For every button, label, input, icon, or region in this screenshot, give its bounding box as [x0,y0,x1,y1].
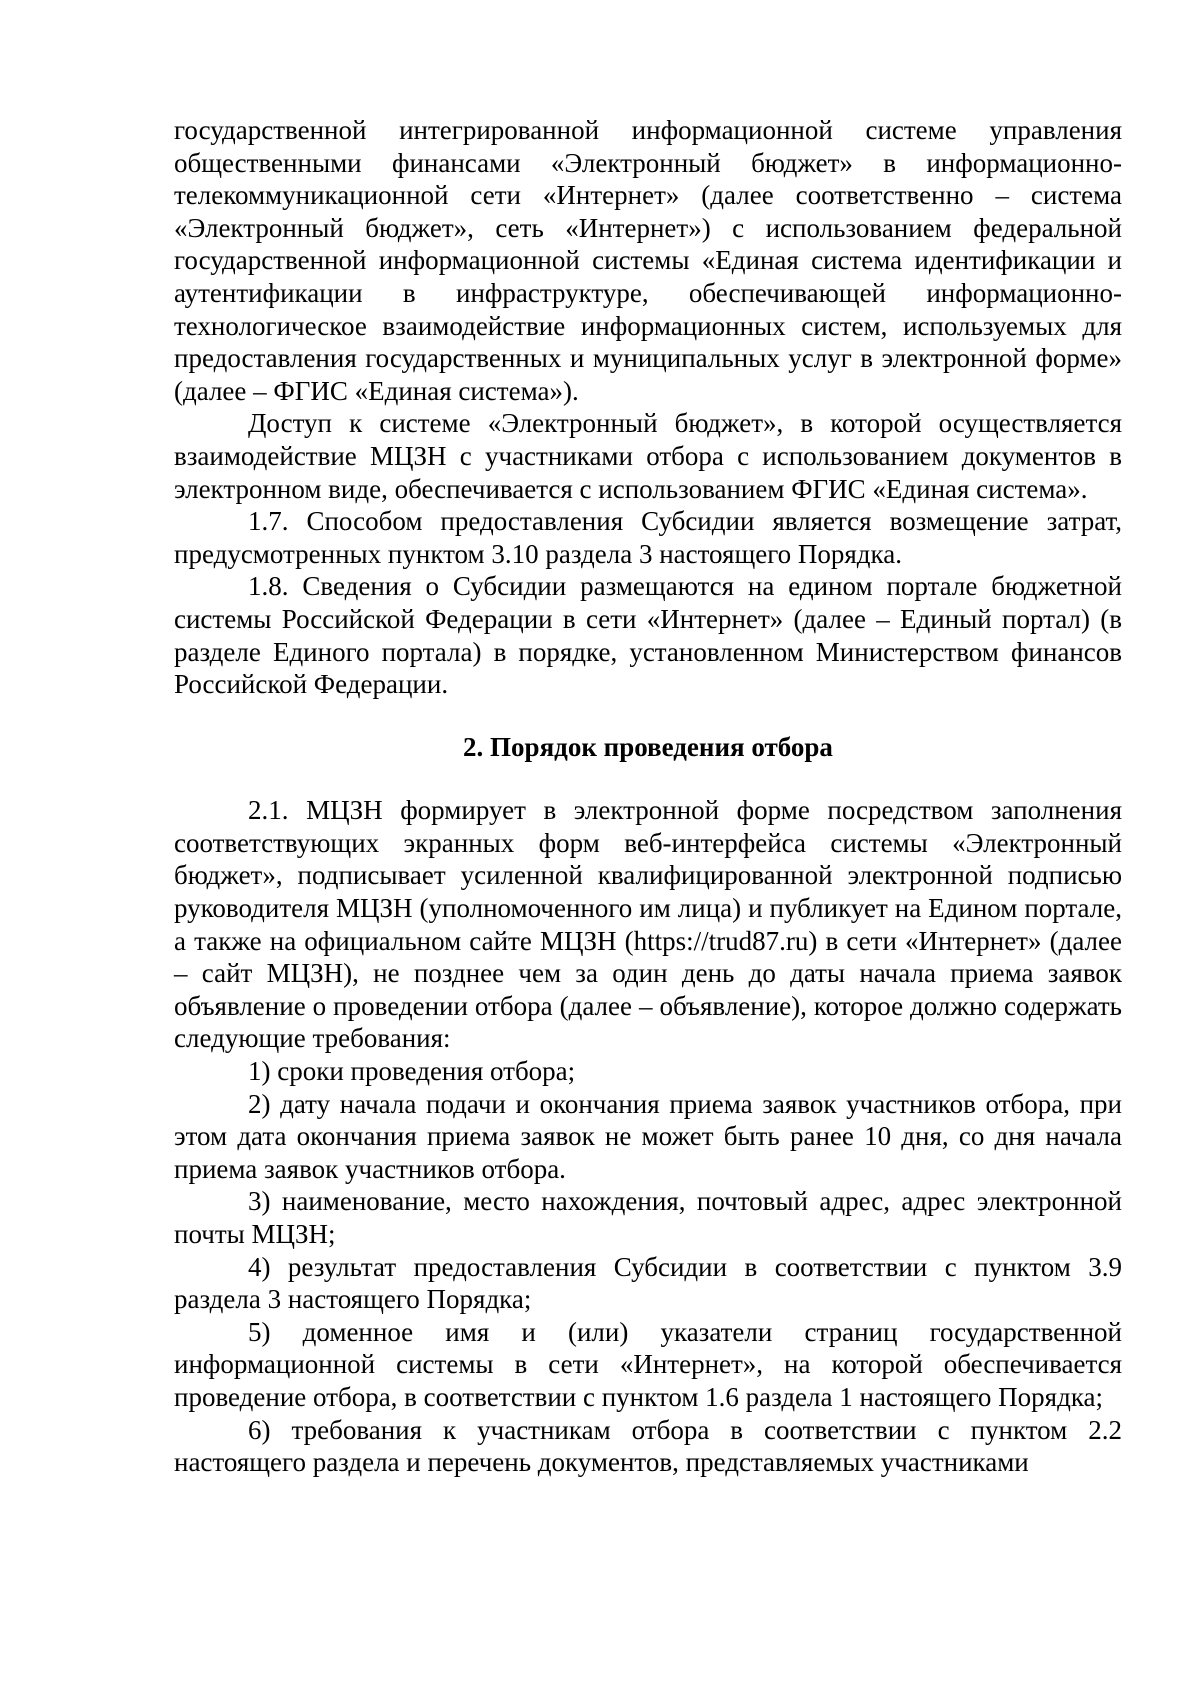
paragraph-electronic-budget-access: Доступ к системе «Электронный бюджет», в которой осуществляется взаимодействие МЦЗН с участниками отбора с использованием документов в электронном виде, обеспечивается с использованием ФГИС «Единая система». [174,408,1122,504]
list-item-3: 3) наименование, место нахождения, почтовый адрес, адрес электронной почты МЦЗН; [174,1186,1122,1249]
list-item-4: 4) результат предоставления Субсидии в соответствии с пунктом 3.9 раздела 3 настоящего Порядка; [174,1251,1122,1315]
list-item-5: 5) доменное имя и (или) указатели страниц государственной информационной системы в сети «Интернет», на которой обеспечивается проведение отбора, в соответствии с пунктом 1.6 раздела 1 настоящего Порядка; [174,1316,1122,1412]
paragraph-1-8: 1.8. Сведения о Субсидии размещаются на едином портале бюджетной системы Российской Федерации в сети «Интернет» (далее – Единый портал) (в разделе Единого портала) в порядке, установленном Министерством финансов Российской Федерации. [174,571,1122,700]
paragraph-2-1: 2.1. МЦЗН формирует в электронной форме посредством заполнения соответствующих экранных форм веб-интерфейса системы «Электронный бюджет», подписывает усиленной квалифицированной электронной подписью руководителя МЦЗН (уполномоченного им лица) и публикует на Едином портале, а также на официальном сайте МЦЗН (https://trud87.ru) в сети «Интернет» (далее – сайт МЦЗН), не позднее чем за один день до даты начала приема заявок объявление о проведении отбора (далее – объявление), которое должно содержать следующие требования: [174,795,1122,1054]
list-item-2: 2) дату начала подачи и окончания приема заявок участников отбора, при этом дата окончания приема заявок не может быть ранее 10 дня, со дня начала приема заявок участников отбора. [174,1088,1122,1184]
section-2-heading: 2. Порядок проведения отбора [463,731,833,762]
document-body [174,114,1122,1479]
list-item-1: 1) сроки проведения отбора; [248,1056,576,1087]
paragraph-access-system-continuation: государственной интегрированной информационной системе управления общественными финансами «Электронный бюджет» в информационно-телекоммуникационной сети «Интернет» (далее соответственно – система «Электронный бюджет», сеть «Интернет») с использованием федеральной государственной информационной системы «Единая система идентификации и аутентификации в инфраструктуре, обеспечивающей информационно-технологическое взаимодействие информационных систем, используемых для предоставления государственных и муниципальных услуг в электронной форме» (далее – ФГИС «Единая система»). [174,115,1122,406]
paragraph-1-7: 1.7. Способом предоставления Субсидии является возмещение затрат, предусмотренных пунктом 3.10 раздела 3 настоящего Порядка. [174,506,1122,569]
list-item-6: 6) требования к участникам отбора в соответствии с пунктом 2.2 настоящего раздела и перечень документов, представляемых участниками [174,1414,1122,1478]
